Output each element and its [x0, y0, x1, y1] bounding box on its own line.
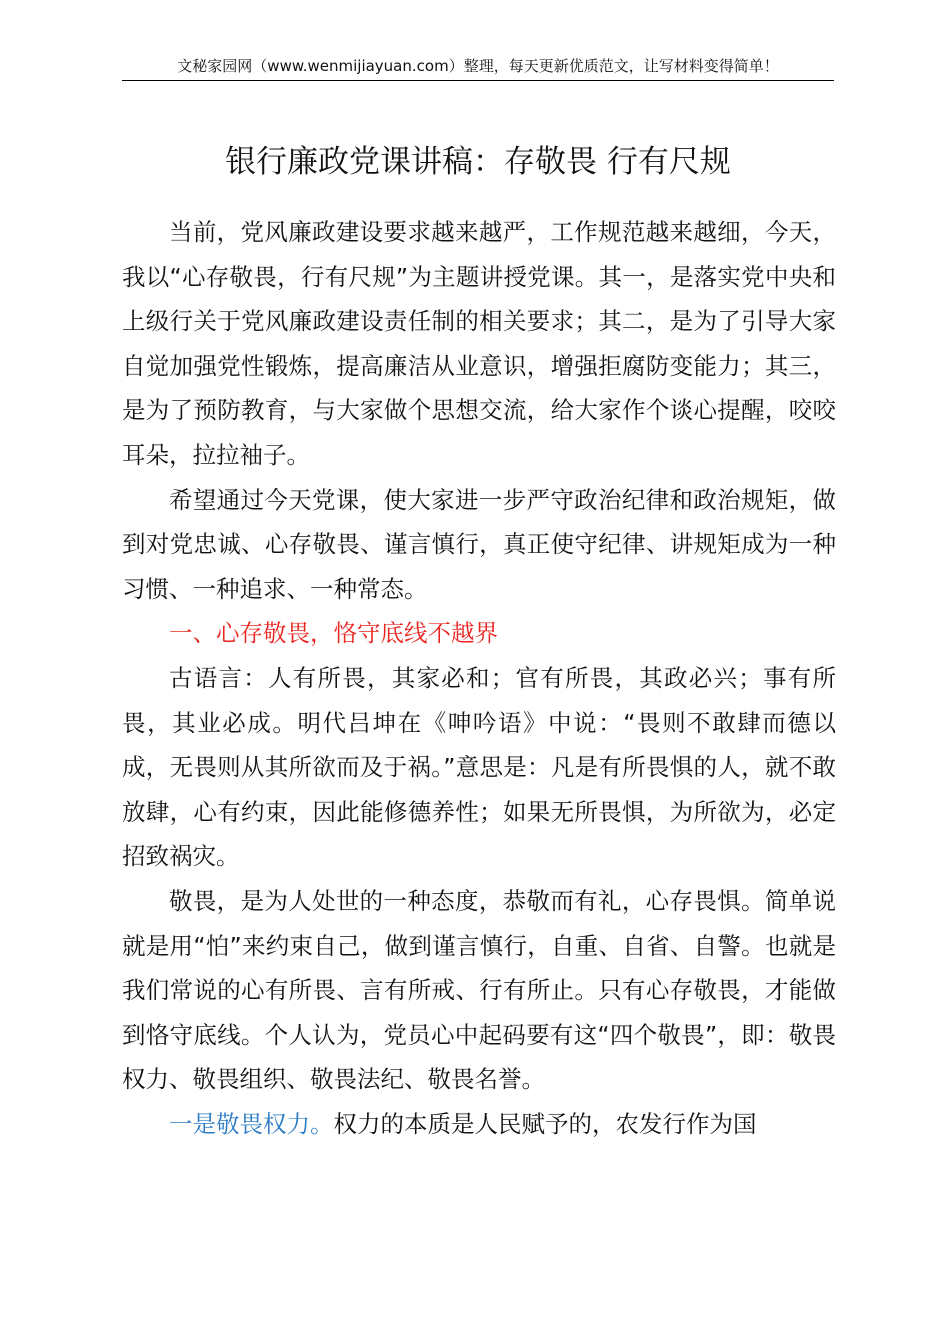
point-text: 权力的本质是人民赋予的，农发行作为国	[333, 1109, 757, 1138]
section-paragraph-1: 古语言：人有所畏，其家必和；官有所畏，其政必兴；事有所畏，其业必成。明代吕坤在《呻吟语》中说：“畏则不敢肆而德以成，无畏则从其所欲而及于祸。”意思是：凡是有所畏惧的人，就不敢放肆，心有约束，因此能修德养性；如果无所畏惧，为所欲为，必定招致祸灾。	[122, 663, 836, 871]
section-heading: 一、心存敬畏，恪守底线不越界	[169, 619, 498, 648]
point-paragraph	[122, 1102, 836, 1147]
document-title: 银行廉政党课讲稿：存敬畏 行有尺规	[225, 144, 731, 180]
page-header: 文秘家园网（www.wenmijiayuan.com）整理，每天更新优质范文，让写材料变得简单！	[122, 54, 834, 81]
document-body	[122, 210, 836, 1146]
point-label: 一是敬畏权力。	[169, 1109, 334, 1138]
intro-paragraph-2: 希望通过今天党课，使大家进一步严守政治纪律和政治规矩，做到对党忠诚、心存敬畏、谨言慎行，真正使守纪律、讲规矩成为一种习惯、一种追求、一种常态。	[122, 485, 836, 603]
section-paragraph-2: 敬畏，是为人处世的一种态度，恭敬而有礼，心存畏惧。简单说就是用“怕”来约束自己，做到谨言慎行，自重、自省、自警。也就是我们常说的心有所畏、言有所戒、行有所止。只有心存敬畏，才能做到恪守底线。个人认为，党员心中起码要有这“四个敬畏”，即：敬畏权力、敬畏组织、敬畏法纪、敬畏名誉。	[122, 886, 836, 1094]
intro-paragraph-1: 当前，党风廉政建设要求越来越严，工作规范越来越细，今天，我以“心存敬畏，行有尺规”为主题讲授党课。其一，是落实党中央和上级行关于党风廉政建设责任制的相关要求；其二，是为了引导大家自觉加强党性锻炼，提高廉洁从业意识，增强拒腐防变能力；其三，是为了预防教育，与大家做个思想交流，给大家作个谈心提醒，咬咬耳朵，拉拉袖子。	[122, 218, 836, 469]
